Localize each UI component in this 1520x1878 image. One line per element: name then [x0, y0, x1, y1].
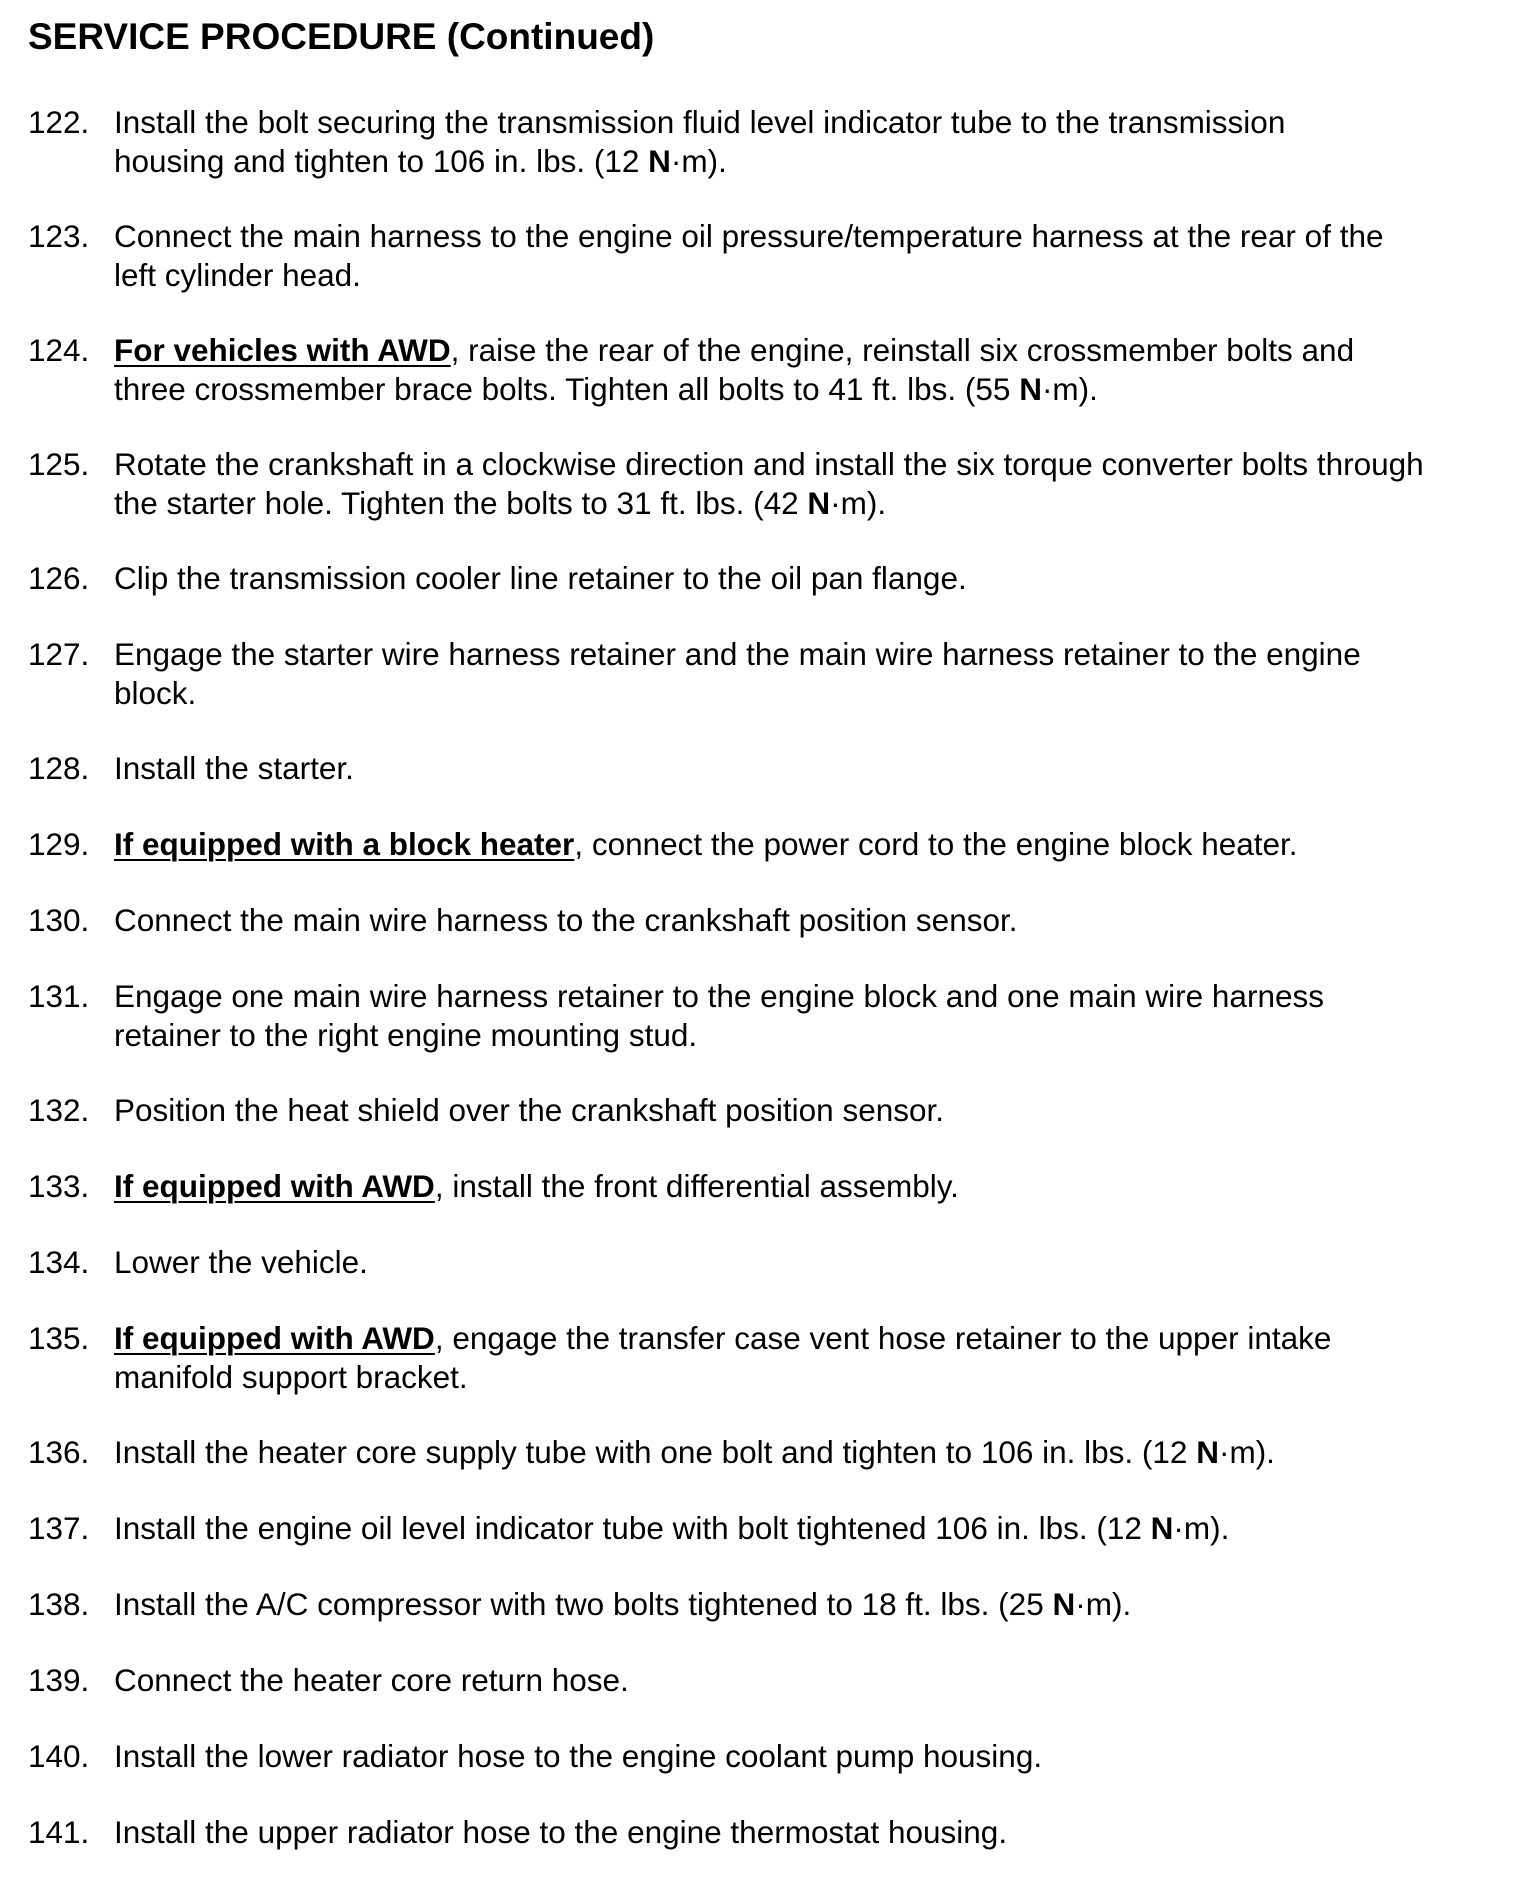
step-text-line: Connect the main harness to the engine oil pressure/temperature harness at the rear of the	[114, 218, 1384, 254]
step-number: 136.	[28, 1434, 90, 1470]
step-number: 129.	[28, 826, 90, 862]
step-text	[114, 1167, 1514, 1206]
step-number: 137.	[28, 1510, 90, 1546]
step-text	[114, 217, 1514, 294]
step-text	[114, 1737, 1514, 1776]
step-text	[114, 103, 1514, 180]
step-text	[114, 977, 1514, 1054]
step-text-line: Connect the main wire harness to the crankshaft position sensor.	[114, 902, 1018, 938]
step-text-line: retainer to the right engine mounting stud.	[114, 1016, 698, 1053]
step-text-line: the starter hole. Tighten the bolts to 31 ft. lbs. (42 N·m).	[114, 484, 887, 521]
step-text-line: three crossmember brace bolts. Tighten all bolts to 41 ft. lbs. (55 N·m).	[114, 370, 1098, 407]
step-text-line: Engage the starter wire harness retainer and the main wire harness retainer to the engine	[114, 636, 1361, 672]
step-number: 140.	[28, 1738, 90, 1774]
step-text-line: Connect the heater core return hose.	[114, 1662, 629, 1698]
step-text-line: Install the starter.	[114, 750, 354, 786]
step-number: 130.	[28, 902, 90, 938]
step-number: 131.	[28, 978, 90, 1014]
step-text-line: Engage one main wire harness retainer to the engine block and one main wire harness	[114, 978, 1324, 1014]
page-title: SERVICE PROCEDURE (Continued)	[28, 16, 655, 57]
step-text-line: Install the engine oil level indicator tube with bolt tightened 106 in. lbs. (12 N·m).	[114, 1510, 1230, 1546]
step-number: 138.	[28, 1586, 90, 1622]
step-text-line: For vehicles with AWD, raise the rear of the engine, reinstall six crossmember bolts and	[114, 332, 1355, 368]
step-number: 125.	[28, 446, 90, 482]
step-text	[114, 1813, 1514, 1852]
step-text-line: Rotate the crankshaft in a clockwise direction and install the six torque converter bolts through	[114, 446, 1424, 482]
step-number: 133.	[28, 1168, 90, 1204]
step-text	[114, 749, 1514, 788]
step-text-line: left cylinder head.	[114, 256, 361, 293]
step-text	[114, 1433, 1514, 1472]
condition-label: If equipped with AWD	[114, 1320, 435, 1356]
step-text-line: If equipped with a block heater, connect the power cord to the engine block heater.	[114, 826, 1298, 862]
step-text-line: manifold support bracket.	[114, 1358, 468, 1395]
step-text-line: Install the lower radiator hose to the engine coolant pump housing.	[114, 1738, 1043, 1774]
step-number: 122.	[28, 104, 90, 140]
step-number: 134.	[28, 1244, 90, 1280]
step-text-line: Install the A/C compressor with two bolts tightened to 18 ft. lbs. (25 N·m).	[114, 1586, 1132, 1622]
step-text	[114, 1243, 1514, 1282]
condition-label: If equipped with AWD	[114, 1168, 435, 1204]
step-text	[114, 331, 1514, 408]
step-text-line: block.	[114, 674, 197, 711]
step-text	[114, 825, 1514, 864]
step-text-line: Lower the vehicle.	[114, 1244, 368, 1280]
step-text-line: Install the heater core supply tube with one bolt and tighten to 106 in. lbs. (12 N·m).	[114, 1434, 1275, 1470]
step-number: 123.	[28, 218, 90, 254]
step-text-line: If equipped with AWD, install the front differential assembly.	[114, 1168, 959, 1204]
step-number: 139.	[28, 1662, 90, 1698]
step-text-line: Install the upper radiator hose to the engine thermostat housing.	[114, 1814, 1008, 1850]
step-text	[114, 445, 1514, 522]
step-text	[114, 635, 1514, 712]
step-text-line: Position the heat shield over the crankshaft position sensor.	[114, 1092, 944, 1128]
step-text	[114, 1091, 1514, 1130]
condition-label: If equipped with a block heater	[114, 826, 575, 862]
step-number: 127.	[28, 636, 90, 672]
condition-label: For vehicles with AWD	[114, 332, 451, 368]
step-text	[114, 1509, 1514, 1548]
step-text	[114, 901, 1514, 940]
step-text	[114, 1661, 1514, 1700]
step-text-line: If equipped with AWD, engage the transfer case vent hose retainer to the upper intake	[114, 1320, 1332, 1356]
step-text	[114, 1585, 1514, 1624]
step-text	[114, 559, 1514, 598]
step-number: 128.	[28, 750, 90, 786]
step-number: 132.	[28, 1092, 90, 1128]
step-number: 124.	[28, 332, 90, 368]
step-number: 126.	[28, 560, 90, 596]
step-text-line: housing and tighten to 106 in. lbs. (12 N·m).	[114, 142, 727, 179]
step-text-line: Clip the transmission cooler line retainer to the oil pan flange.	[114, 560, 967, 596]
step-text-line: Install the bolt securing the transmission fluid level indicator tube to the transmission	[114, 104, 1286, 140]
step-number: 135.	[28, 1320, 90, 1356]
step-text	[114, 1319, 1514, 1396]
step-number: 141.	[28, 1814, 90, 1850]
